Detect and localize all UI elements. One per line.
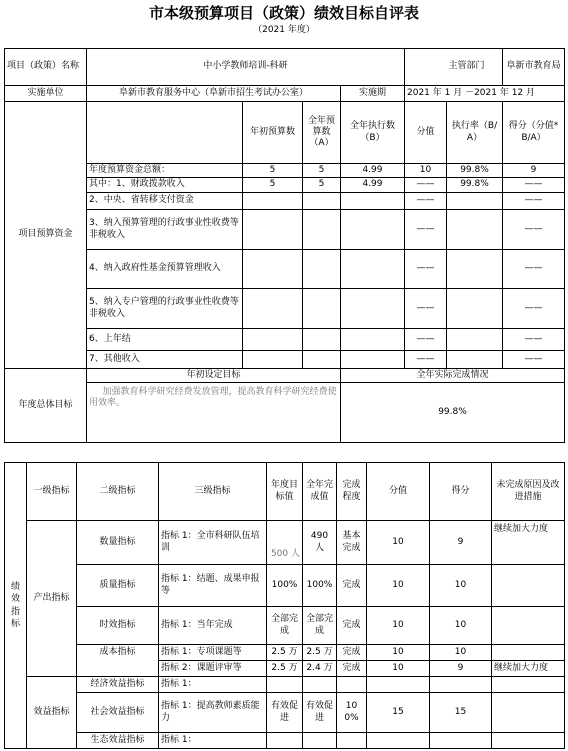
funds-row-rate: 99.8% [447,164,503,178]
funds-header-score-value: 分值 [405,102,447,164]
funds-row-annual [303,351,341,369]
funds-row-label: 6、上年结 [87,329,243,351]
funds-row-executed: 4.99 [341,164,405,178]
indicator-score: 9 [430,521,492,565]
funds-row-label: 4、纳入政府性基金预算管理收入 [87,250,243,289]
funds-row-executed [341,250,405,289]
funds-row-score-value: —— [405,289,447,329]
funds-row-initial [243,210,303,250]
funds-row-annual [303,329,341,351]
header-score-value: 分值 [367,463,430,521]
funds-row-score-value: —— [405,210,447,250]
indicators-side-label [5,463,27,749]
header-target: 年度目标值 [267,463,303,521]
indicator-score-value: 10 [367,661,430,677]
indicator-reason: 继续加大力度 [492,661,565,677]
indicator-completed: 有效促进 [303,693,337,733]
funds-row-rate [447,329,503,351]
project-info-table [4,48,565,443]
indicator-level3: 指标 1：结题、成果申报等 [159,565,267,607]
indicator-score-value: 10 [367,607,430,645]
funds-row-label: 5、纳入专户管理的行政事业性收费等非税收入 [87,289,243,329]
funds-row-initial: 5 [243,178,303,193]
indicator-score: 9 [430,661,492,677]
indicator-target [267,677,303,693]
indicator-degree: 完成 [337,645,367,661]
indicators-table [4,462,565,749]
indicator-level2: 数量指标 [77,521,159,565]
funds-row-annual [303,289,341,329]
indicator-reason: 继续加大力度 [492,521,565,565]
indicator-score-value [367,677,430,693]
indicator-degree: 基本完成 [337,521,367,565]
funds-row-executed: 4.99 [341,178,405,193]
indicator-completed [303,677,337,693]
indicator-score [430,677,492,693]
dept-label-cell [405,49,447,86]
indicator-completed: 2.5 万 [303,645,337,661]
funds-row-initial: 5 [243,164,303,178]
indicator-level2: 生态效益指标 [77,733,159,749]
period-value: 2021 年 1 月 －2021 年 12 月 [405,86,565,102]
indicator-score: 15 [430,693,492,733]
funds-row-score-value: 10 [405,164,447,178]
funds-row-rate [447,351,503,369]
indicator-target: 2.5 万 [267,661,303,677]
goal-planned-header: 年初设定目标 [87,369,341,383]
indicator-score-value: 10 [367,521,430,565]
funds-row-initial [243,193,303,210]
indicator-level2: 社会效益指标 [77,693,159,733]
funds-row-score: —— [503,178,565,193]
funds-row-score-value: —— [405,329,447,351]
indicator-level2: 经济效益指标 [77,677,159,693]
funds-row-executed [341,210,405,250]
funds-row-score: —— [503,210,565,250]
funds-row-rate [447,210,503,250]
funds-row-executed [341,329,405,351]
header-degree: 完成程度 [337,463,367,521]
header-level3: 三级指标 [159,463,267,521]
indicator-reason [492,677,565,693]
indicator-level3: 指标 1：专项课题等 [159,645,267,661]
indicator-degree: 完成 [337,661,367,677]
funds-row-annual [303,193,341,210]
indicator-degree: 完成 [337,565,367,607]
funds-header-annual: 全年预算数（A） [303,102,341,164]
benefit-indicator-label: 效益指标 [27,677,77,749]
goal-actual-header: 全年实际完成情况 [341,369,565,383]
funds-row-executed [341,351,405,369]
header-completed: 全年完成值 [303,463,337,521]
indicator-target: 全部完成 [267,607,303,645]
funds-row-label: 3、纳入预算管理的行政事业性收费等非税收入 [87,210,243,250]
indicator-completed: 全部完成 [303,607,337,645]
indicator-reason [492,733,565,749]
funds-row-score: —— [503,329,565,351]
funds-row-score: —— [503,250,565,289]
indicator-level2: 时效指标 [77,607,159,645]
funds-row-initial [243,250,303,289]
indicator-target: 有效促进 [267,693,303,733]
indicator-score [430,733,492,749]
funds-row-rate [447,193,503,210]
indicators-side-label-text: 绩效指标 [10,582,20,629]
header-score: 得分 [430,463,492,521]
funds-row-rate [447,289,503,329]
funds-header-score: 得分（分值*B/A） [503,102,565,164]
funds-row-initial [243,289,303,329]
funds-row-score-value: —— [405,193,447,210]
funds-row-score-value: —— [405,351,447,369]
indicator-completed: 100% [303,565,337,607]
indicator-score-value [367,733,430,749]
indicator-target: 100% [267,565,303,607]
page-subtitle: （2021 年度） [253,25,315,35]
indicator-level3: 指标 1：全市科研队伍培训 [159,521,267,565]
indicator-reason [492,645,565,661]
indicator-target [267,733,303,749]
indicator-level2: 质量指标 [77,565,159,607]
funds-row-initial [243,351,303,369]
funds-row-label: 7、其他收入 [87,351,243,369]
funds-row-score: —— [503,289,565,329]
indicator-completed [303,733,337,749]
indicator-score: 10 [430,645,492,661]
funds-row-score: —— [503,351,565,369]
indicator-degree [337,677,367,693]
funds-row-score-value: —— [405,178,447,193]
indicator-level3: 指标 1： [159,677,267,693]
funds-row-annual: 5 [303,164,341,178]
dept-value: 阜新市教育局 [503,49,565,86]
indicator-level3: 指标 1： [159,733,267,749]
funds-header-executed: 全年执行数（B） [341,102,405,164]
indicator-score: 10 [430,565,492,607]
indicator-score-value: 10 [367,565,430,607]
page-title: 市本级预算项目（政策）绩效目标自评表 [148,4,419,22]
goal-planned-text: 加强教育科学研究经费发放管理，提高教育科学研究经费使用效率。 [87,383,341,443]
indicator-degree [337,733,367,749]
funds-row-annual [303,210,341,250]
funds-row-annual: 5 [303,178,341,193]
funds-row-executed [341,193,405,210]
goal-section-label: 年度总体目标 [5,369,87,443]
funds-row-executed [341,289,405,329]
header-level2: 二级指标 [77,463,159,521]
indicator-score-value: 15 [367,693,430,733]
funds-row-initial [243,329,303,351]
project-name-label: 项目（政策）名称 [5,49,87,86]
indicator-completed: 2.4 万 [303,661,337,677]
funds-row-score: —— [503,193,565,210]
funds-row-rate [447,250,503,289]
header-reason: 未完成原因及改进措施 [492,463,565,521]
indicator-degree: 完成 [337,607,367,645]
indicator-degree: 100% [337,693,367,733]
indicator-target: 500 人 [267,521,303,565]
funds-row-label: 年度预算资金总额： [87,164,243,178]
indicator-reason [492,693,565,733]
dept-label: 主管部门 [447,49,503,86]
funds-row-label: 其中：1、财政拨款收入 [87,178,243,193]
indicator-level3: 指标 1：提高教师素质能力 [159,693,267,733]
project-name-value: 中小学教师培训-科研 [87,49,405,86]
funds-header-initial: 年初预算数 [243,102,303,164]
indicator-level3: 指标 1：当年完成 [159,607,267,645]
funds-header-rate: 执行率（B/A） [447,102,503,164]
funds-section-label: 项目预算资金 [5,102,87,369]
funds-row-annual [303,250,341,289]
indicator-level2: 成本指标 [77,645,159,677]
indicator-level3: 指标 2：课题评审等 [159,661,267,677]
indicator-reason [492,565,565,607]
funds-row-score-value: —— [405,250,447,289]
funds-row-label: 2、中央、省转移支付资金 [87,193,243,210]
unit-value: 阜新市教育服务中心（阜新市招生考试办公室） [87,86,341,102]
header-level1: 一级指标 [27,463,77,521]
funds-row-rate: 99.8% [447,178,503,193]
unit-label: 实施单位 [5,86,87,102]
indicator-completed: 490 人 [303,521,337,565]
indicator-reason [492,607,565,645]
goal-actual-text: 99.8% [341,383,565,443]
funds-header-blank [87,102,243,164]
output-indicator-label: 产出指标 [27,521,77,677]
period-label: 实施期 [341,86,405,102]
indicator-target: 2.5 万 [267,645,303,661]
indicator-score: 10 [430,607,492,645]
funds-row-score: 9 [503,164,565,178]
indicator-score-value: 10 [367,645,430,661]
